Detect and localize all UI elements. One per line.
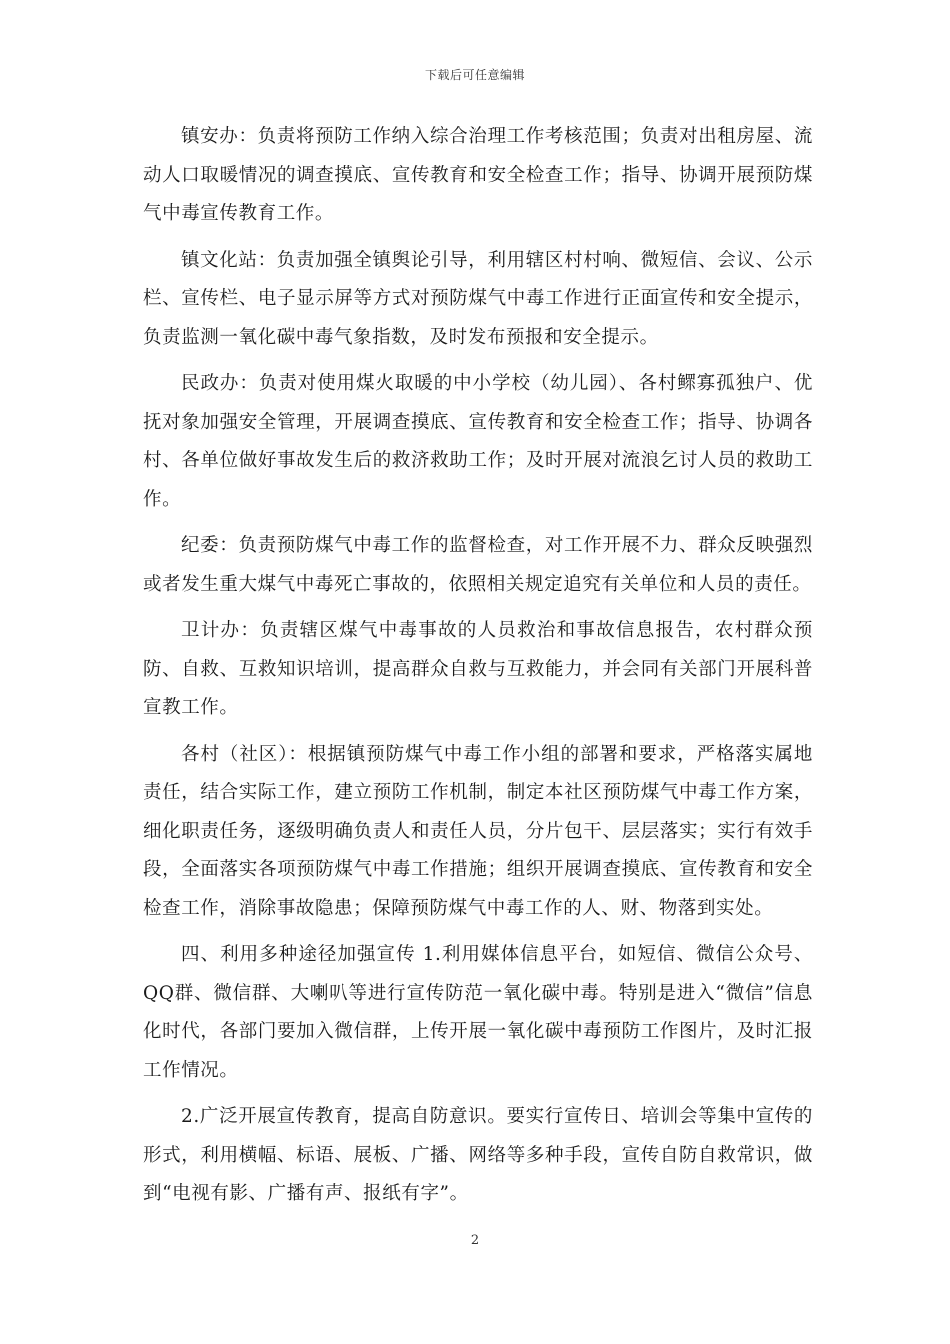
page-header-note: 下载后可任意编辑 [424, 68, 525, 82]
paragraph-town-security-office: 镇安办：负责将预防工作纳入综合治理工作考核范围；负责对出租房屋、流动人口取暖情况的调查摸底、宣传教育和安全检查工作；指导、协调开展预防煤气中毒宣传教育工作。 [143, 126, 813, 224]
paragraph-civil-affairs-office: 民政办：负责对使用煤火取暖的中小学校（幼儿园）、各村鳏寡孤独户、优抚对象加强安全管理，开展调查摸底、宣传教育和安全检查工作；指导、协调各村、各单位做好事故发生后的救济救助工作；及时开展对流浪乞讨人员的救助工作。 [143, 373, 813, 510]
paragraph-section-four-publicity: 四、利用多种途径加强宣传 1.利用媒体信息平台，如短信、微信公众号、QQ群、微信群、大喇叭等进行宣传防范一氧化碳中毒。特别是进入“微信”信息化时代，各部门要加入微信群，上传开展一氧化碳中毒预防工作图片，及时汇报工作情况。 [143, 944, 813, 1081]
paragraph-publicity-education: 2.广泛开展宣传教育，提高自防意识。要实行宣传日、培训会等集中宣传的形式，利用横幅、标语、展板、广播、网络等多种手段，宣传自防自救常识，做到“电视有影、广播有声、报纸有字”。 [143, 1106, 813, 1204]
paragraph-town-culture-station: 镇文化站：负责加强全镇舆论引导，利用辖区村村响、微短信、会议、公示栏、宣传栏、电子显示屏等方式对预防煤气中毒工作进行正面宣传和安全提示，负责监测一氧化碳中毒气象指数，及时发布预报和安全提示。 [143, 249, 813, 348]
paragraph-villages-communities: 各村（社区）：根据镇预防煤气中毒工作小组的部署和要求，严格落实属地责任，结合实际工作，建立预防工作机制，制定本社区预防煤气中毒工作方案，细化职责任务，逐级明确负责人和责任人员，分片包干、层层落实；实行有效手段，全面落实各项预防煤气中毒工作措施；组织开展调查摸底、宣传教育和安全检查工作，消除事故隐患；保障预防煤气中毒工作的人、财、物落到实处。 [143, 743, 813, 919]
paragraph-discipline-committee: 纪委：负责预防煤气中毒工作的监督检查，对工作开展不力、群众反映强烈或者发生重大煤气中毒死亡事故的，依照相关规定追究有关单位和人员的责任。 [143, 535, 813, 595]
paragraph-health-office: 卫计办：负责辖区煤气中毒事故的人员救治和事故信息报告，农村群众预防、自救、互救知识培训，提高群众自救与互救能力，并会同有关部门开展科普宣教工作。 [143, 620, 813, 718]
document-body [143, 118, 813, 1222]
page-number: 2 [470, 1233, 480, 1248]
